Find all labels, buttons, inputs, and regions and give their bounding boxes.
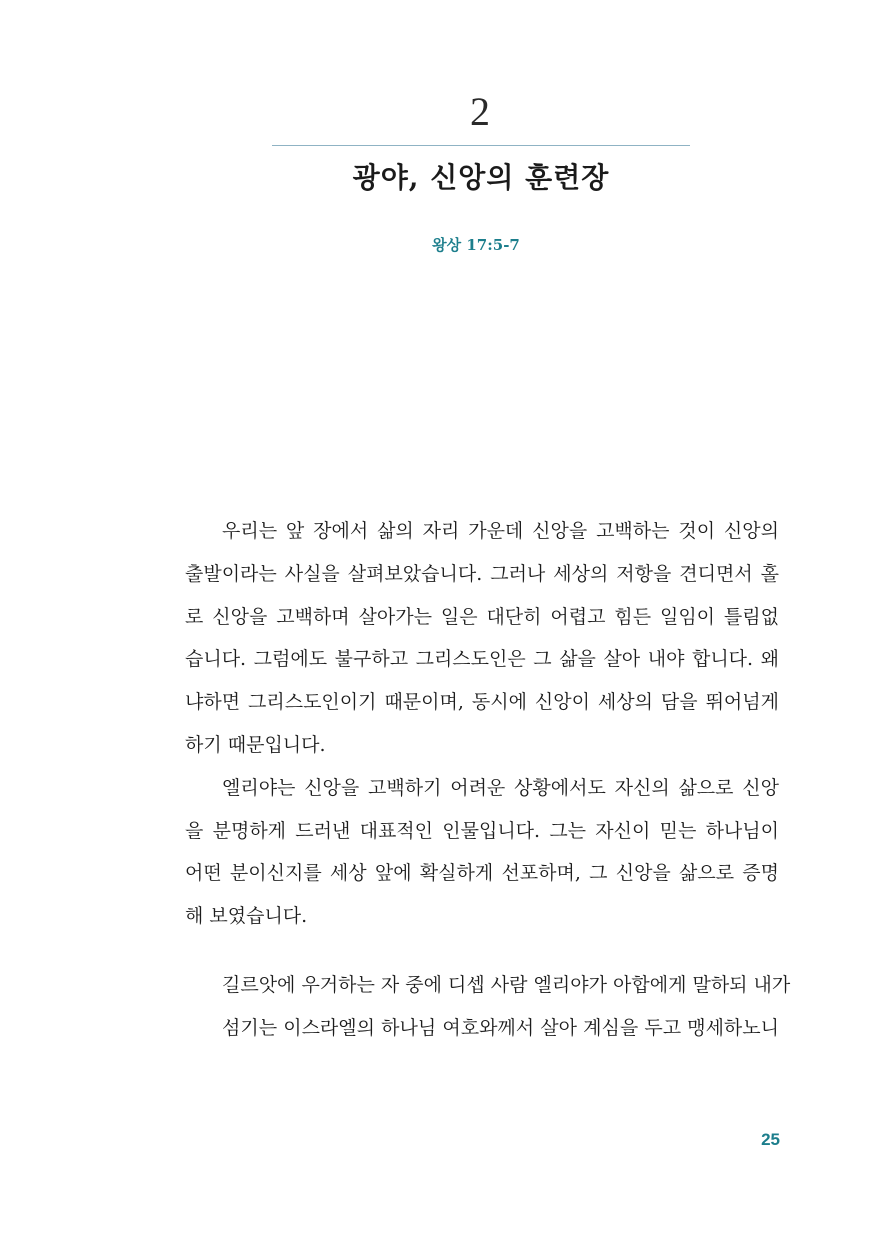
paragraph-2-line: 어떤 분이신지를 세상 앞에 확실하게 선포하며, 그 신앙을 삶으로 증명	[185, 862, 779, 885]
scripture-reference: 왕상 17:5-7	[432, 236, 520, 254]
paragraph-1-line: 습니다. 그럼에도 불구하고 그리스도인은 그 삶을 살아 내야 합니다. 왜	[185, 648, 779, 671]
chapter-divider	[272, 145, 690, 146]
scripture-quote	[222, 964, 791, 1050]
paragraph-1-line: 냐하면 그리스도인이기 때문이며, 동시에 신앙이 세상의 담을 뛰어넘게	[185, 691, 779, 714]
paragraph-2-line: 해 보였습니다.	[185, 905, 308, 928]
paragraph-2-line: 엘리야는 신앙을 고백하기 어려운 상황에서도 자신의 삶으로 신앙	[222, 776, 779, 799]
paragraph-1-line: 출발이라는 사실을 살펴보았습니다. 그러나 세상의 저항을 견디면서 홀	[185, 562, 779, 585]
chapter-number: 2	[470, 89, 490, 134]
paragraph-2-line: 을 분명하게 드러낸 대표적인 인물입니다. 그는 자신이 믿는 하나님이	[185, 819, 779, 842]
paragraph-1-line: 우리는 앞 장에서 삶의 자리 가운데 신앙을 고백하는 것이 신앙의	[222, 520, 779, 542]
quote-line: 길르앗에 우거하는 자 중에 디셉 사람 엘리야가 아합에게 말하되 내가	[222, 974, 791, 996]
quote-line: 섬기는 이스라엘의 하나님 여호와께서 살아 계심을 두고 맹세하노니	[222, 1017, 779, 1039]
paragraph-1-line: 로 신앙을 고백하며 살아가는 일은 대단히 어렵고 힘든 일임이 틀림없	[185, 605, 779, 628]
page-number: 25	[761, 1130, 780, 1149]
paragraph-1-line: 하기 때문입니다.	[185, 733, 326, 756]
chapter-title: 광야, 신앙의 훈련장	[352, 161, 610, 194]
body-text	[185, 510, 779, 938]
